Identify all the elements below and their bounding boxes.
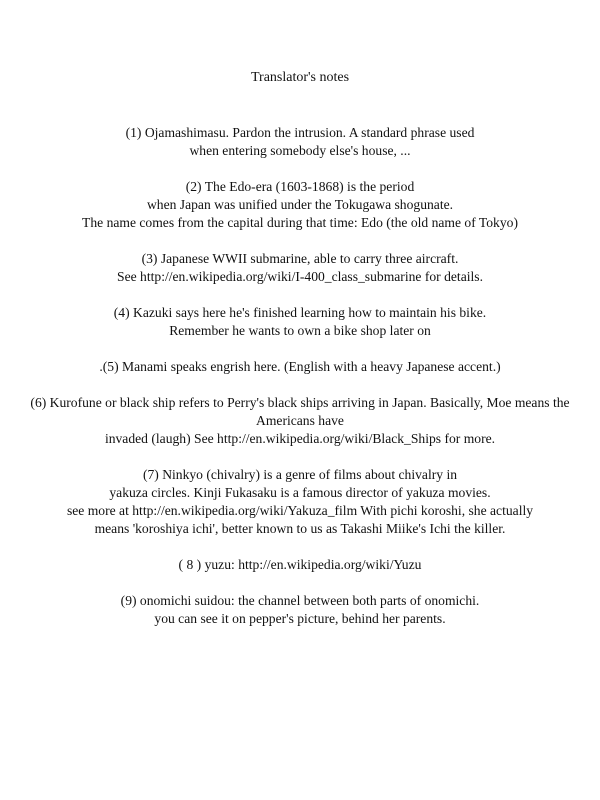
note-3	[12, 250, 588, 286]
note-5	[12, 358, 588, 376]
note-line: you can see it on pepper's picture, behind her parents.	[154, 611, 446, 626]
note-6	[12, 394, 588, 448]
note-line: (1) Ojamashimasu. Pardon the intrusion. A standard phrase used	[125, 125, 475, 140]
note-8	[12, 556, 588, 574]
note-line: (4) Kazuki says here he's finished learning how to maintain his bike.	[113, 305, 487, 320]
note-1	[12, 124, 588, 160]
note-line: when entering somebody else's house, ...	[189, 143, 411, 158]
note-line: (9) onomichi suidou: the channel between both parts of onomichi.	[120, 593, 480, 608]
note-line: see more at http://en.wikipedia.org/wiki/Yakuza_film With pichi koroshi, she actually	[66, 503, 534, 518]
notes-list	[12, 124, 588, 646]
note-line: yakuza circles. Kinji Fukasaku is a famous director of yakuza movies.	[109, 485, 491, 500]
note-line: means 'koroshiya ichi', better known to us as Takashi Miike's Ichi the killer.	[94, 521, 506, 536]
note-line: ( 8 ) yuzu: http://en.wikipedia.org/wiki/Yuzu	[178, 557, 422, 572]
page-title: Translator's notes	[250, 70, 350, 85]
note-line: See http://en.wikipedia.org/wiki/I-400_class_submarine for details.	[117, 269, 483, 284]
note-line: (2) The Edo-era (1603-1868) is the period	[185, 179, 415, 194]
note-line: (3) Japanese WWII submarine, able to carry three aircraft.	[141, 251, 459, 266]
note-line: Remember he wants to own a bike shop later on	[169, 323, 431, 338]
note-line: when Japan was unified under the Tokugawa shogunate.	[146, 197, 454, 212]
note-9	[12, 592, 588, 628]
note-line: (7) Ninkyo (chivalry) is a genre of films about chivalry in	[142, 467, 458, 482]
note-line: (6) Kurofune or black ship refers to Perry's black ships arriving in Japan. Basically, Moe means the Americans have	[30, 395, 570, 428]
note-line: invaded (laugh) See http://en.wikipedia.org/wiki/Black_Ships for more.	[104, 431, 496, 446]
note-4	[12, 304, 588, 340]
note-7	[12, 466, 588, 538]
note-line: .(5) Manami speaks engrish here. (English with a heavy Japanese accent.)	[99, 359, 501, 374]
note-2	[12, 178, 588, 232]
note-line: The name comes from the capital during that time: Edo (the old name of Tokyo)	[82, 215, 518, 230]
